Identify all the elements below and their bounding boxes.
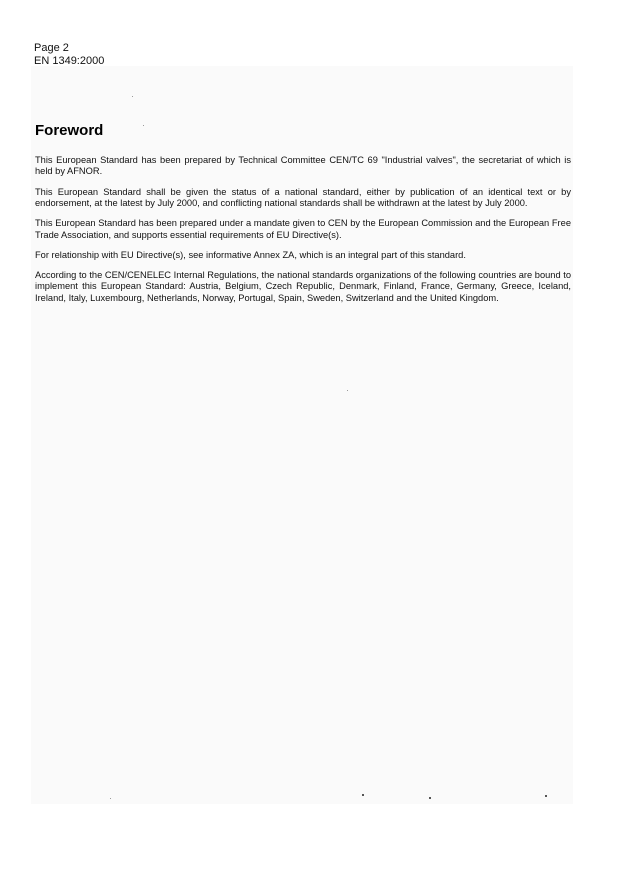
scan-speck: [545, 795, 547, 797]
foreword-body: [35, 155, 571, 313]
scan-speck: [132, 96, 133, 97]
foreword-heading: Foreword: [35, 122, 104, 139]
paragraph-directive: For relationship with EU Directive(s), see informative Annex ZA, which is an integral part of this standard.: [35, 249, 466, 260]
scan-speck: [347, 390, 348, 391]
page-header: [34, 42, 104, 68]
scan-speck: [429, 797, 431, 799]
scan-speck: [143, 125, 144, 126]
standard-number: EN 1349:2000: [34, 55, 105, 67]
scan-speck: [110, 798, 111, 799]
paragraph-status: This European Standard shall be given the status of a national standard, either by publication of an identical text or by endorsement, at the latest by July 2000, and conflicting national standards shall be withdrawn at the latest by July 2000.: [35, 186, 571, 209]
scan-speck: [362, 794, 364, 796]
page-number: Page 2: [34, 42, 69, 54]
paragraph-committee: This European Standard has been prepared by Technical Committee CEN/TC 69 "Industrial valves", the secretariat of which is held by AFNOR.: [35, 155, 571, 177]
paragraph-countries: According to the CEN/CENELEC Internal Regulations, the national standards organizations of the following countries are bound to implement this European Standard: Austria, Belgium, Czech Republic, Denmark, Finland, France, Germany, Greece, Iceland, Ireland, Italy, Luxembourg, Netherlands, Norway, Portugal, Spain, Sweden, Switzerland and the United Kingdom.: [35, 270, 571, 303]
paragraph-mandate: This European Standard has been prepared under a mandate given to CEN by the European Commission and the European Free Trade Association, and supports essential requirements of EU Directive(s).: [35, 218, 571, 240]
